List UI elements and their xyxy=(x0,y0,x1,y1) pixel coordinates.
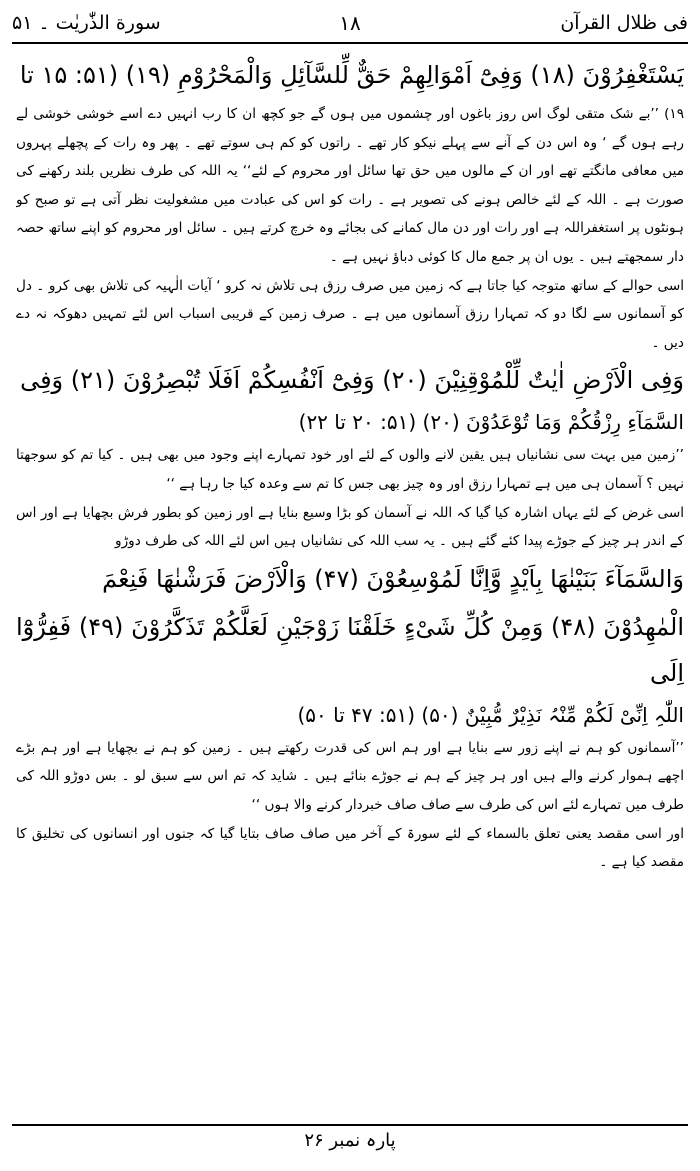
quran-verse: وَفِی الْاَرْضِ اٰیٰتٌ لِّلْمُوْقِنِیْنَ (۲۰) وَفِیْٓ اَنْفُسِکُمْ اَفَلَا تُبْصِرُوْنَ (۲۱) وَفِی xyxy=(20,366,684,395)
commentary-paragraph: اسی حوالے کے ساتھ متوجہ کیا جاتا ہے کہ زمین میں صرف رزق ہی تلاش نہ کرو ‘ آیات الٰہیہ کی تلاش بھی کرو ۔ دل کو آسمانوں سے لگا دو کہ تمہارا رزق آسمانوں میں ہے ۔ صرف زمین کے قریبی اسباب اس لئے تمہیں دھوکہ نہ دے دیں ۔ xyxy=(16,277,684,351)
footer-divider xyxy=(12,1124,688,1126)
header-divider xyxy=(12,42,688,44)
commentary-paragraph: اسی غرض کے لئے یہاں اشارہ کیا گیا کہ اللہ نے آسمان کو بڑا وسیع بنایا ہے اور زمین کو بطور فرش بچھایا ہے اور اس کے اندر ہر چیز کے جوڑے پیدا کئے گئے ہیں ۔ یہ سب اللہ کی نشانیاں ہیں اس لئے اللہ کی طرف دوڑو xyxy=(16,504,684,550)
page-header xyxy=(12,6,688,40)
quran-verse: وَالسَّمَآءَ بَنَیْنٰھَا بِاَیْدٍ وَّاِنَّا لَمُوْسِعُوْنَ (۴۷) وَالْاَرْضَ فَرَشْنٰھَا فَنِعْمَ xyxy=(102,564,684,593)
quran-verse: اللّٰہِ اِنِّیْ لَکُمْ مِّنْہُ نَذِیْرٌ مُّبِیْنٌ (۵۰) (۵۱: ۴۷ تا ۵۰) xyxy=(297,702,684,727)
page-number: ۱۸ xyxy=(339,11,361,35)
surah-title: سورة الذّٰریٰت ۔ ۵۱ xyxy=(12,12,161,34)
commentary-paragraph: ۱۹) ’’بے شک متقی لوگ اس روز باغوں اور چشموں میں ہوں گے جو کچھ ان کا رب انہیں دے اسے خوشی خوشی لے رہے ہوں گے ‘ وہ اس دن کے آنے سے پہلے نیکو کار تھے ۔ راتوں کو کم ہی سوتے تھے ۔ پھر وہ رات کے پچھلے پہروں میں معافی مانگتے تھے اور ان کے مالوں میں حق تھا سائل اور محروم کے لئے‘‘ یہ اللہ کی طرف نظریں بلند رکھنے کی صورت ہے ۔ اللہ کے لئے خالص ہونے کی تصویر ہے ۔ رات کو اس کی عبادت میں مشغولیت نظر آتی ہے تو صبح کو ہونٹوں پر استغفراللہ ہے اور رات اور دن مال کمانے کی بجائے وہ خرچ کرتے ہیں ۔ سائل اور محروم کو اپنے ساتھ حصہ دار سمجھتے ہیں ۔ یوں ان پر جمع مال کا کوئی دباؤ نہیں ہے ۔ xyxy=(16,106,684,265)
page-body xyxy=(16,52,684,1110)
commentary-paragraph: اور اسی مقصد یعنی تعلق بالسماء کے لئے سورۃ کے آخر میں صاف صاف بتایا گیا کہ جنوں اور انسانوں کی تخلیق کا مقصد کیا ہے ۔ xyxy=(16,825,684,871)
translation-paragraph: ’’زمین میں بہت سی نشانیاں ہیں یقین لانے والوں کے لئے اور خود تمہارے اپنے وجود میں بھی ہیں ۔ کیا تم کو سوجھتا نہیں ؟ آسمان ہی میں ہے تمہارا رزق اور وہ چیز بھی جس کا تم سے وعدہ کیا جا رہا ہے ‘‘ xyxy=(16,447,684,492)
quran-verse: الْمٰھِدُوْنَ (۴۸) وَمِنْ کُلِّ شَیْءٍ خَلَقْنَا زَوْجَیْنِ لَعَلَّکُمْ تَذَکَّرُوْنَ (۴۹) فَفِرُّوْٓا اِلَی xyxy=(16,612,684,687)
part-number: پارہ نمبر ۲۶ xyxy=(304,1130,396,1151)
book-title: فی ظلال القرآن xyxy=(560,12,688,34)
translation-paragraph: ’’آسمانوں کو ہم نے اپنے زور سے بنایا ہے اور ہم اس کی قدرت رکھتے ہیں ۔ زمین کو ہم نے بچھایا ہے اور ہم بڑے اچھے ہموار کرنے والے ہیں اور ہر چیز کے ہم نے جوڑے بنائے ہیں ۔ شاید کہ تم اس سے سبق لو ۔ بس دوڑو اللہ کی طرف میں تمہارے لئے اس کی طرف سے صاف صاف خبردار کرنے والا ہوں ‘‘ xyxy=(16,739,684,813)
quran-verse: السَّمَآءِ رِزْقُکُمْ وَمَا تُوْعَدُوْنَ (۲۰) (۵۱: ۲۰ تا ۲۲) xyxy=(298,410,684,435)
quran-verse: یَسْتَغْفِرُوْنَ (۱۸) وَفِیْٓ اَمْوَالِھِمْ حَقٌّ لِّلسَّآئِلِ وَالْمَحْرُوْمِ (۱۹) (۵۱: ۱۵ تا xyxy=(19,61,684,89)
